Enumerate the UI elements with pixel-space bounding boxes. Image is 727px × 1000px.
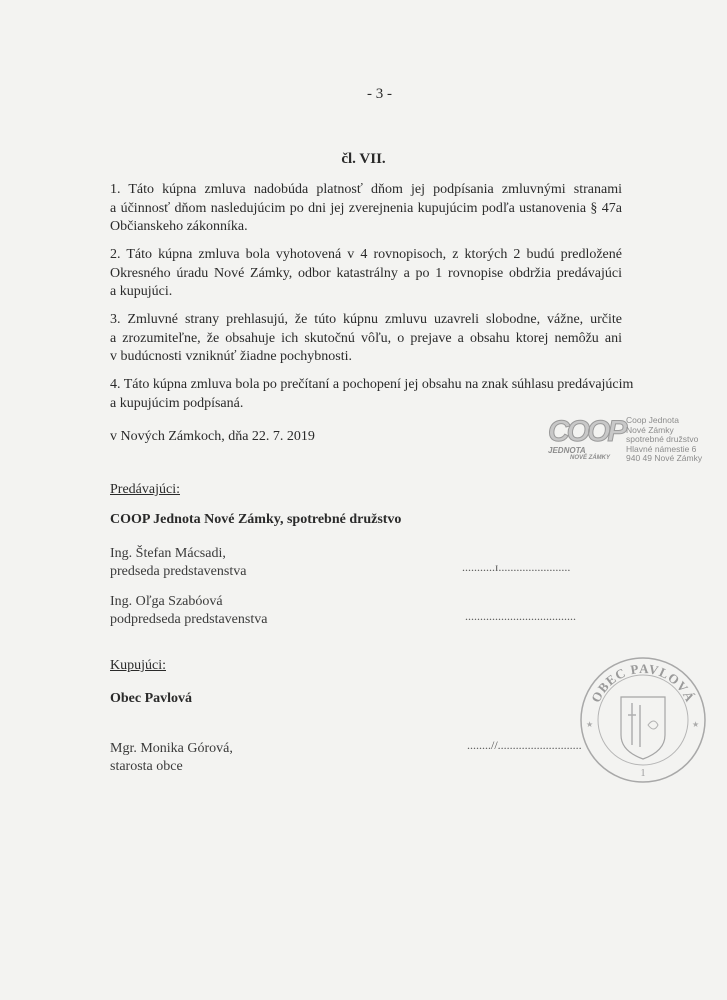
paragraph-4 bbox=[110, 376, 634, 413]
obec-stamp-number: 1 bbox=[640, 768, 646, 779]
signature-line: ........//............................ bbox=[467, 738, 582, 752]
place-date: v Nových Zámkoch, dňa 22. 7. 2019 bbox=[110, 429, 315, 444]
seller-signatory-1 bbox=[110, 545, 246, 581]
signatory-name: Mgr. Monika Górová, bbox=[110, 741, 233, 756]
coop-logo: COOP bbox=[548, 415, 625, 448]
signatory-role: predseda predstavenstva bbox=[110, 564, 247, 579]
paragraph-3 bbox=[110, 311, 622, 367]
seller-label: Predávajúci: bbox=[110, 482, 180, 497]
signatory-name: Ing. Štefan Mácsadi, bbox=[110, 546, 226, 561]
svg-text:OBEC PAVLOVÁ bbox=[588, 661, 698, 705]
signatory-name: Ing. Oľga Szabóová bbox=[110, 594, 223, 609]
paragraph-line: Okresného úradu Nové Zámky, odbor katastrálny a po 1 rovnopise obdržia predávajúci bbox=[110, 265, 622, 281]
paragraph-line: 4. Táto kúpna zmluva bola po prečítaní a pochopení jej obsahu na znak súhlasu predávajúcim bbox=[110, 377, 634, 392]
paragraph-line: 2. Táto kúpna zmluva bola vyhotovená v 4 rovnopisoch, z ktorých 2 budú predložené bbox=[110, 247, 622, 262]
buyer-label: Kupujúci: bbox=[110, 658, 166, 673]
seller-name: COOP Jednota Nové Zámky, spotrebné družstvo bbox=[110, 512, 402, 527]
paragraph-1 bbox=[110, 181, 622, 237]
paragraph-line: a zrozumiteľne, že obsahuje ich skutočnú vôľu, o prejave a obsahu ktorej nemôžu ani bbox=[110, 330, 622, 346]
obec-stamp-seal-icon bbox=[578, 655, 708, 785]
paragraph-line: a kupujúci. bbox=[110, 284, 173, 299]
signatory-role: podpredseda predstavenstva bbox=[110, 612, 268, 627]
seller-signatory-2 bbox=[110, 593, 267, 629]
buyer-signatory-1 bbox=[110, 740, 233, 776]
paragraph-line: a účinnosť dňom nasledujúcim po dni jej zverejnenia kupujúcim podľa ustanovenia § 47a bbox=[110, 200, 622, 216]
signature-line: ...........ɪ........................ bbox=[462, 560, 571, 574]
paragraph-line: 1. Táto kúpna zmluva nadobúda platnosť dňom jej podpísania zmluvnými stranami bbox=[110, 182, 622, 197]
signature-line: ..................................... bbox=[465, 609, 576, 623]
paragraph-line: v budúcnosti vzniknúť žiadne pochybnosti. bbox=[110, 349, 352, 364]
obec-stamp bbox=[578, 655, 708, 785]
coop-stamp-address: Coop Jednota Nové Zámky spotrebné družstvo Hlavné námestie 6 940 49 Nové Zámky bbox=[626, 415, 703, 463]
paragraph-line: a kupujúcim podpísaná. bbox=[110, 395, 244, 411]
obec-stamp-text: OBEC PAVLOVÁ bbox=[588, 660, 698, 705]
page-number: - 3 - bbox=[367, 86, 392, 102]
svg-text:★: ★ bbox=[586, 720, 594, 729]
article-heading: čl. VII. bbox=[341, 151, 386, 167]
signatory-role: starosta obce bbox=[110, 759, 183, 774]
paragraph-line: Občianskeho zákonníka. bbox=[110, 219, 248, 234]
coop-logo-sub: JEDNOTA bbox=[548, 446, 586, 455]
coop-logo-sub: NOVÉ ZÁMKY bbox=[570, 455, 611, 461]
paragraph-2 bbox=[110, 246, 622, 302]
buyer-name: Obec Pavlová bbox=[110, 691, 193, 706]
paragraph-line: 3. Zmluvné strany prehlasujú, že túto kúpnu zmluvu uzavreli slobodne, vážne, určite bbox=[110, 312, 622, 327]
coop-stamp bbox=[548, 413, 708, 463]
svg-text:★: ★ bbox=[692, 720, 700, 729]
